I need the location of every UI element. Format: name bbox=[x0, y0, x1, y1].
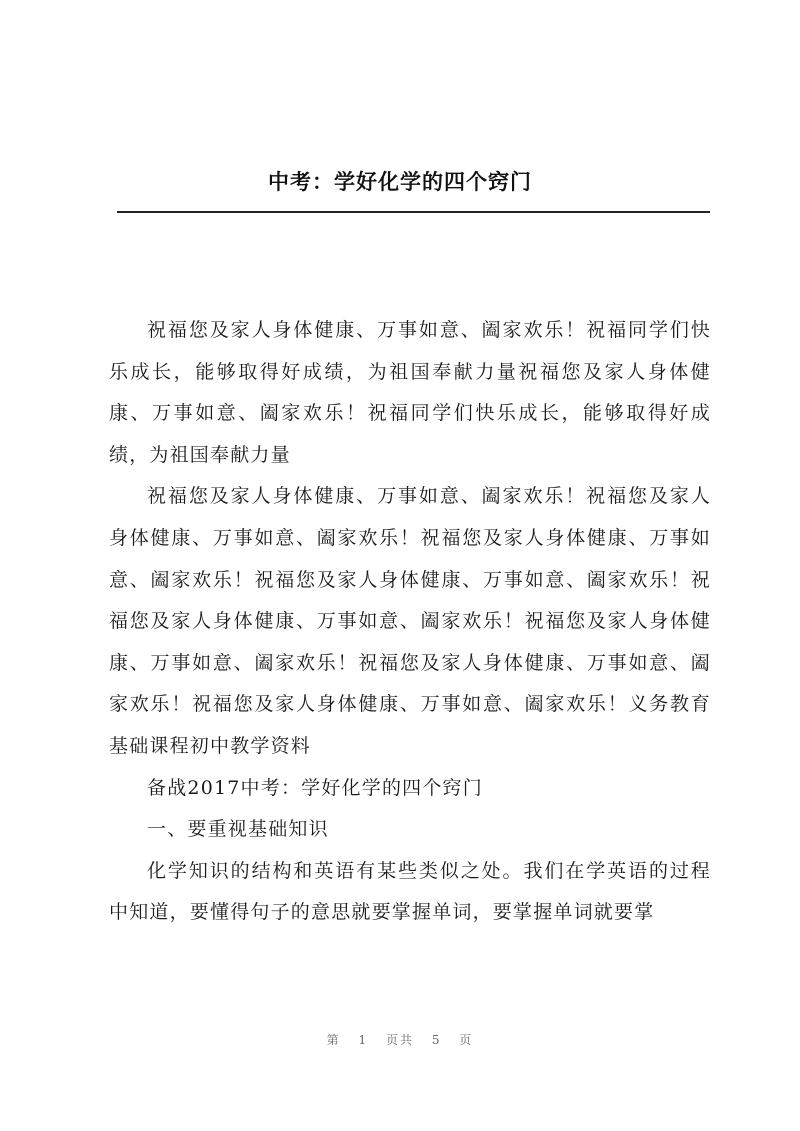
footer-total-pages: 5 bbox=[431, 1033, 442, 1047]
footer-mid: 页共 bbox=[385, 1033, 414, 1047]
footer-suffix: 页 bbox=[459, 1033, 474, 1047]
paragraph-greeting-2: 祝福您及家人身体健康、万事如意、阖家欢乐！祝福您及家人身体健康、万事如意、阖家欢乐！祝福您及家人身体健康、万事如意、阖家欢乐！祝福您及家人身体健康、万事如意、阖家欢乐！祝福您及家人身体健康、万事如意、阖家欢乐！祝福您及家人身体健康、万事如意、阖家欢乐！祝福您及家人身体健康、万事如意、阖家欢乐！祝福您及家人身体健康、万事如意、阖家欢乐！义务教育基础课程初中教学资料 bbox=[109, 485, 711, 757]
paragraph-subtitle: 备战2017中考：学好化学的四个窍门 bbox=[147, 776, 483, 799]
section-heading: 一、要重视基础知识 bbox=[147, 818, 329, 841]
page-footer bbox=[0, 1031, 800, 1048]
paragraph-greeting-1: 祝福您及家人身体健康、万事如意、阖家欢乐！祝福同学们快乐成长，能够取得好成绩，为祖国奉献力量祝福您及家人身体健康、万事如意、阖家欢乐！祝福同学们快乐成长，能够取得好成绩，为祖国奉献力量 bbox=[109, 319, 711, 466]
title-underline bbox=[117, 211, 710, 213]
footer-page-number: 1 bbox=[358, 1033, 369, 1047]
page-title: 中考：学好化学的四个窍门 bbox=[268, 170, 532, 194]
paragraph-content: 化学知识的结构和英语有某些类似之处。我们在学英语的过程中知道，要懂得句子的意思就要掌握单词，要掌握单词就要掌 bbox=[109, 859, 711, 924]
footer-prefix: 第 bbox=[326, 1033, 341, 1047]
document-body bbox=[109, 310, 711, 934]
